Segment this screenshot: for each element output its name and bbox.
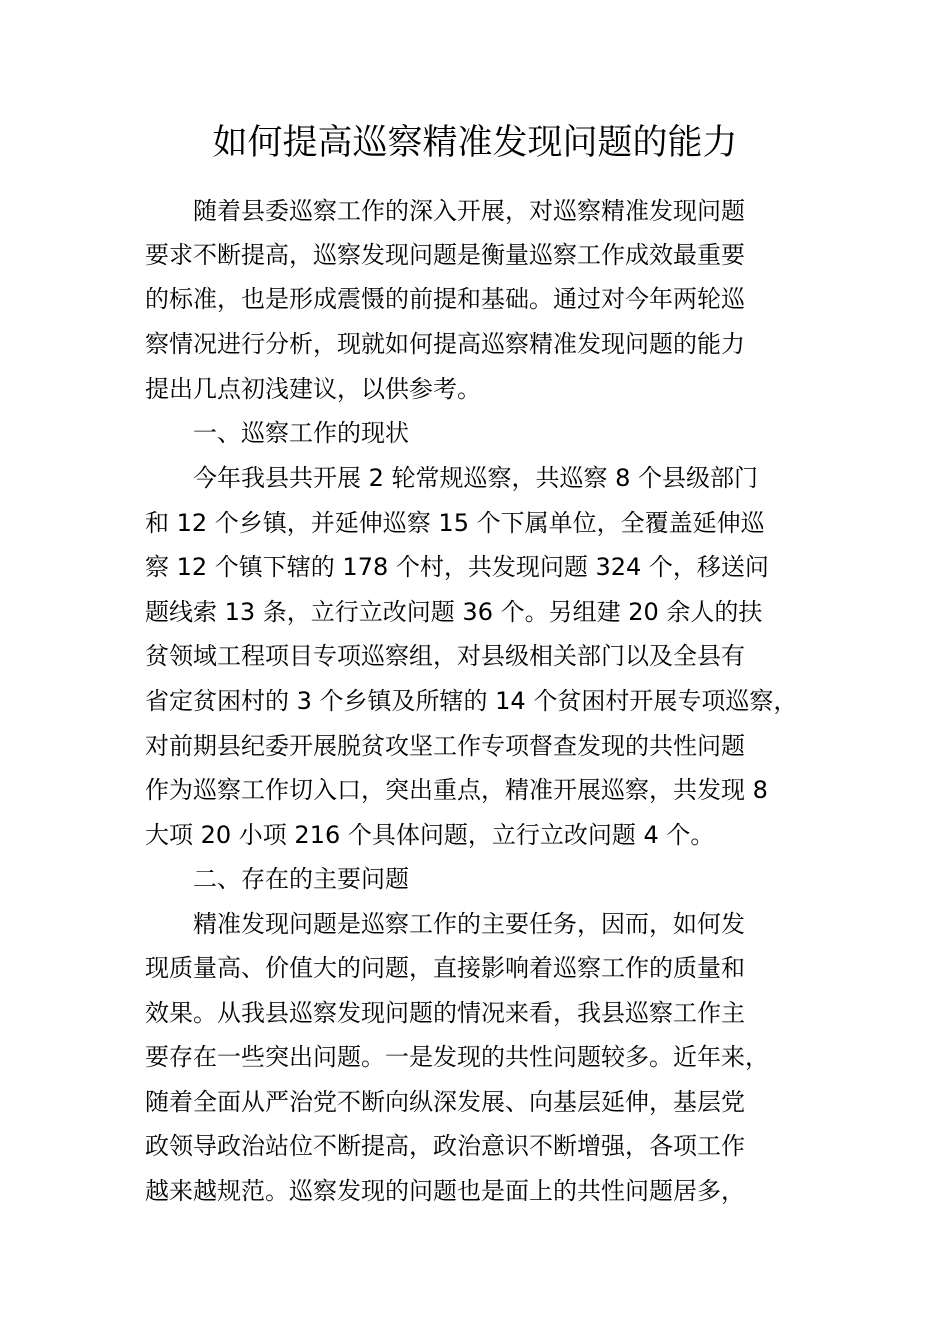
body-line: 察 12 个镇下辖的 178 个村，共发现问题 324 个，移送问 xyxy=(145,553,769,581)
body-line: 现质量高、价值大的问题，直接影响着巡察工作的质量和 xyxy=(145,954,745,982)
body-line: 随着县委巡察工作的深入开展，对巡察精准发现问题 xyxy=(193,197,745,225)
body-line: 作为巡察工作切入口，突出重点，精准开展巡察，共发现 8 xyxy=(145,776,768,804)
body-line: 越来越规范。巡察发现的问题也是面上的共性问题居多， xyxy=(145,1177,745,1205)
body-line: 随着全面从严治党不断向纵深发展、向基层延伸，基层党 xyxy=(145,1088,745,1116)
body-line: 提出几点初浅建议，以供参考。 xyxy=(145,375,481,403)
body-line: 要求不断提高，巡察发现问题是衡量巡察工作成效最重要 xyxy=(145,241,745,269)
section-heading: 二、存在的主要问题 xyxy=(193,865,409,893)
body-line: 要存在一些突出问题。一是发现的共性问题较多。近年来， xyxy=(145,1043,769,1071)
body-line: 察情况进行分析，现就如何提高巡察精准发现问题的能力 xyxy=(145,330,745,358)
body-line: 省定贫困村的 3 个乡镇及所辖的 14 个贫困村开展专项巡察， xyxy=(145,687,798,715)
body-line: 对前期县纪委开展脱贫攻坚工作专项督查发现的共性问题 xyxy=(145,732,745,760)
document-title: 如何提高巡察精准发现问题的能力 xyxy=(212,123,738,163)
body-line: 和 12 个乡镇，并延伸巡察 15 个下属单位，全覆盖延伸巡 xyxy=(145,509,765,537)
body-line: 的标准，也是形成震慑的前提和基础。通过对今年两轮巡 xyxy=(145,285,745,313)
body-line: 大项 20 小项 216 个具体问题，立行立改问题 4 个。 xyxy=(145,821,715,849)
section-heading: 一、巡察工作的现状 xyxy=(193,419,409,447)
body-line: 精准发现问题是巡察工作的主要任务，因而，如何发 xyxy=(193,910,745,938)
body-line: 效果。从我县巡察发现问题的情况来看，我县巡察工作主 xyxy=(145,999,745,1027)
body-line: 题线索 13 条，立行立改问题 36 个。另组建 20 余人的扶 xyxy=(145,598,763,626)
body-line: 今年我县共开展 2 轮常规巡察，共巡察 8 个县级部门 xyxy=(193,464,759,492)
body-line: 政领导政治站位不断提高，政治意识不断增强，各项工作 xyxy=(145,1132,745,1160)
body-line: 贫领域工程项目专项巡察组，对县级相关部门以及全县有 xyxy=(145,642,745,670)
